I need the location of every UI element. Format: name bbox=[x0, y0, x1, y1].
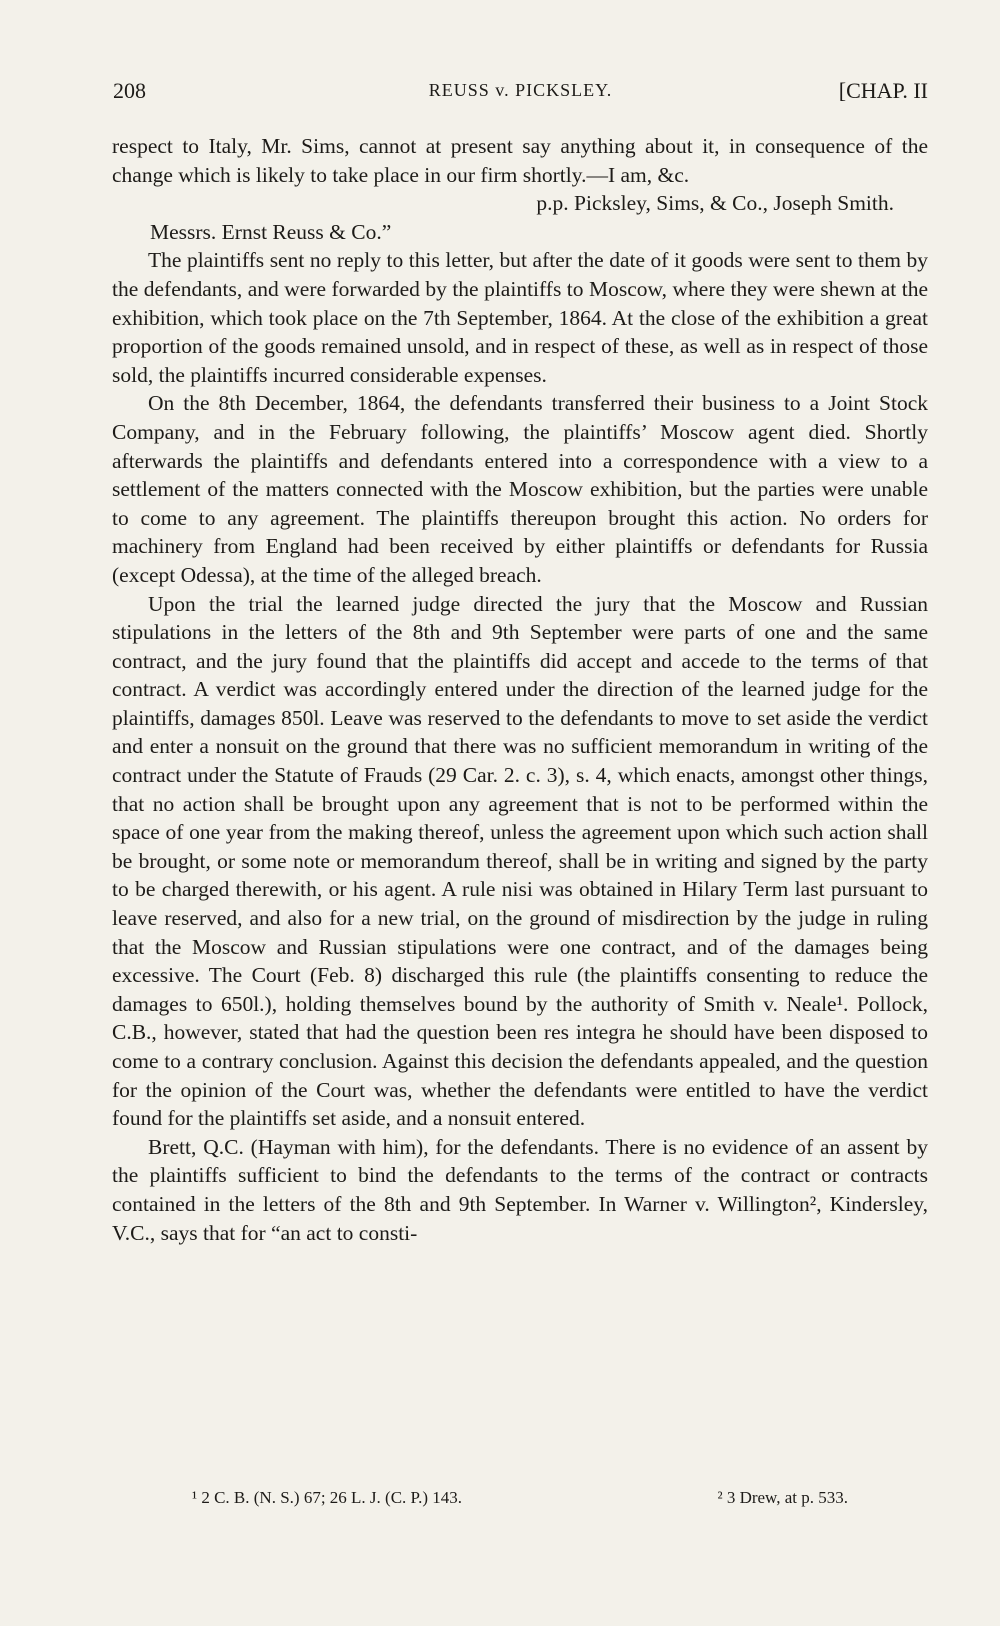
letter-text: respect to Italy, Mr. Sims, cannot at present say anything about it, in consequence of the change which is likely to take place in our firm shortly.—I am, &c. bbox=[112, 134, 928, 187]
running-title: REUSS v. PICKSLEY. bbox=[428, 80, 613, 100]
paragraph-3: Upon the trial the learned judge directed the jury that the Moscow and Russian stipulations in the letters of the 8th and 9th September were parts of one and the same contract, and the jury found that the plaintiffs did accept and accede to the terms of that contract. A verdict was accordingly entered under the direction of the learned judge for the plaintiffs, damages 850l. Leave was reserved to the defendants to move to set aside the verdict and enter a nonsuit on the ground that there was no sufficient memorandum in writing of the contract under the Statute of Frauds (29 Car. 2. c. 3), s. 4, which enacts, amongst other things, that no action shall be brought upon any agreement that is not to be performed within the space of one year from the making thereof, unless the agreement upon which such action shall be brought, or some note or memorandum thereof, shall be in writing and signed by the party to be charged therewith, or his agent. A rule nisi was obtained in Hilary Term last pursuant to leave reserved, and also for a new trial, on the ground of misdirection by the judge in ruling that the Moscow and Russian stipulations were one contract, and of the damages being excessive. The Court (Feb. 8) discharged this rule (the plaintiffs consenting to reduce the damages to 650l.), holding themselves bound by the authority of Smith v. Neale¹. Pollock, C.B., however, stated that had the question been res integra he should have been disposed to come to a contrary conclusion. Against this decision the defendants appealed, and the question for the opinion of the Court was, whether the defendants were entitled to have the verdict found for the plaintiffs set aside, and a nonsuit entered. bbox=[112, 591, 928, 1131]
footnotes bbox=[112, 1488, 928, 1518]
footnote-2: ² 3 Drew, at p. 533. bbox=[717, 1488, 848, 1507]
chapter-label: [CHAP. II bbox=[838, 78, 928, 103]
paragraph-2: On the 8th December, 1864, the defendants transferred their business to a Joint Stock Company, and in the February following, the plaintiffs’ Moscow agent died. Shortly afterwards the plaintiffs and defendants entered into a correspondence with a view to a settlement of the matters connected with the Moscow exhibition, but the parties were unable to come to any agreement. The plaintiffs thereupon brought this action. No orders for machinery from England had been received by either plaintiffs or defendants for Russia (except Odessa), at the time of the alleged breach. bbox=[112, 391, 928, 587]
letter-addressee: Messrs. Ernst Reuss & Co.” bbox=[150, 219, 392, 244]
footnote-1: ¹ 2 C. B. (N. S.) 67; 26 L. J. (C. P.) 143. bbox=[192, 1488, 463, 1507]
page-number: 208 bbox=[113, 78, 146, 103]
page-header bbox=[113, 78, 928, 112]
page-body bbox=[112, 132, 928, 1247]
paragraph-1: The plaintiffs sent no reply to this letter, but after the date of it goods were sent to them by the defendants, and were forwarded by the plaintiffs to Moscow, where they were shewn at the exhibition, which took place on the 7th September, 1864. At the close of the exhibition a great proportion of the goods remained unsold, and in respect of these, as well as in respect of those sold, the plaintiffs incurred considerable expenses. bbox=[112, 248, 928, 387]
paragraph-4: Brett, Q.C. (Hayman with him), for the defendants. There is no evidence of an assent by the plaintiffs sufficient to bind the defendants to the terms of the contract or contracts contained in the letters of the 8th and 9th September. In Warner v. Willington², Kindersley, V.C., says that for “an act to consti- bbox=[112, 1134, 928, 1245]
letter-signature: p.p. Picksley, Sims, & Co., Joseph Smith. bbox=[536, 191, 894, 216]
